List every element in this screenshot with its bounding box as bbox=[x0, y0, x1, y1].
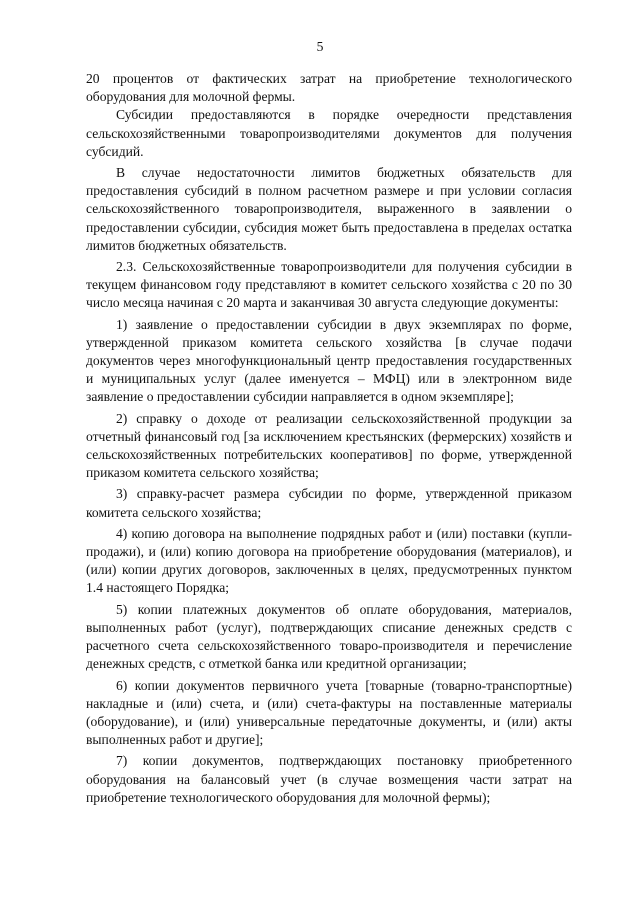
paragraph-continuation: 20 процентов от фактических затрат на приобретение технологического оборудования для молочной фермы. bbox=[86, 71, 572, 105]
list-item-6: 6) копии документов первичного учета [товарные (товарно-транспортные) накладные и (или) счета, и (или) счета-фактуры на поставленные материалы (оборудование), и (или) универсальные передаточные документы, и (или) акты выполненных работ и другие]; bbox=[86, 677, 572, 748]
paragraph-2-3: 2.3. Сельскохозяйственные товаропроизводители для получения субсидии в текущем финансовом году представляют в комитет сельского хозяйства с 20 по 30 число месяца начиная с 20 марта и заканчивая 30 августа следующие документы: bbox=[86, 259, 572, 311]
list-item-3: 3) справку-расчет размера субсидии по форме, утвержденной приказом комитета сельского хозяйства; bbox=[86, 486, 572, 520]
paragraph-subsidy-order: Субсидии предоставляются в порядке очередности представления сельскохозяйственными товаропроизводителями документов для получения субсидий. bbox=[86, 107, 572, 159]
list-item-7: 7) копии документов, подтверждающих постановку приобретенного оборудования на балансовый учет (в случае возмещения части затрат на приобретение технологического оборудования для молочной фермы); bbox=[86, 753, 572, 805]
page-number: 5 bbox=[316, 39, 324, 54]
list-item-2: 2) справку о доходе от реализации сельскохозяйственной продукции за отчетный финансовый год [за исключением крестьянских (фермерских) хозяйств и сельскохозяйственных потребительских кооперативов] по форме, утвержденной приказом комитета сельского хозяйства; bbox=[86, 410, 572, 481]
list-item-1: 1) заявление о предоставлении субсидии в двух экземплярах по форме, утвержденной приказом комитета сельского хозяйства [в случае подачи документов через многофункциональный центр предоставления государственных и муниципальных услуг (далее именуется – МФЦ) или в электронном виде заявление о предоставлении субсидии направляется в одном экземпляре]; bbox=[86, 316, 572, 405]
list-item-4: 4) копию договора на выполнение подрядных работ и (или) поставки (купли-продажи), и (или) копию договора на приобретение оборудования (материалов), и (или) копии других договоров, заключенных в целях, предусмотренных пунктом 1.4 настоящего Порядка; bbox=[86, 525, 572, 596]
paragraph-limits: В случае недостаточности лимитов бюджетных обязательств для предоставления субсидий в полном расчетном размере и при условии согласия сельскохозяйственного товаропроизводителя, выраженного в заявлении о предоставлении субсидии, субсидия может быть предоставлена в пределах остатка лимитов бюджетных обязательств. bbox=[86, 165, 572, 253]
document-body bbox=[86, 70, 572, 810]
list-item-5: 5) копии платежных документов об оплате оборудования, материалов, выполненных работ (услуг), подтверждающих списание денежных средств с расчетного счета сельскохозяйственного товаро-производителя и перечисление денежных средств, с отметкой банка или кредитной организации; bbox=[86, 601, 572, 672]
